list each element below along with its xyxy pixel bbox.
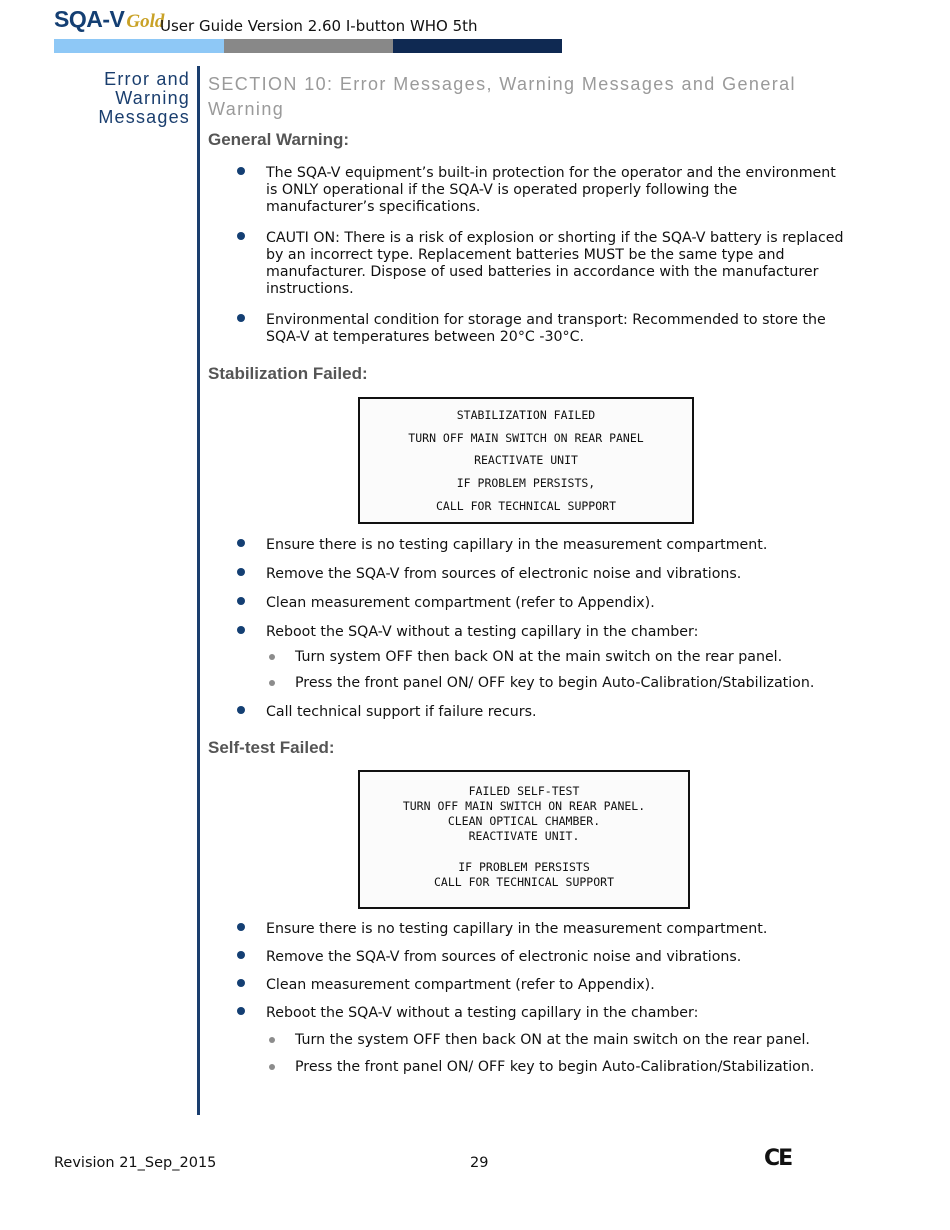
bullet-dot-icon [237,706,245,714]
screen-line: STABILIZATION FAILED [456,408,596,422]
list-item [236,312,846,346]
list-item [236,537,846,554]
screen-line: IF PROBLEM PERSISTS, [456,476,596,491]
sub-bullet-dot-icon [269,1037,275,1043]
list-item [236,595,846,612]
list-item-text: Call technical support if failure recurs. [266,704,537,720]
logo-main-text: SQA-V [54,6,125,32]
list-item [236,1005,846,1022]
stabilization-final-step [236,704,846,721]
list-item-text: Environmental condition for storage and transport: Recommended to store the SQA-V at temperatures between 20°C -30°C. [266,312,826,345]
self-test-reboot-substeps [236,1032,846,1076]
list-item [236,230,846,298]
list-item [236,704,846,721]
ce-mark-icon: CE [764,1146,792,1171]
general-warning-heading: General Warning: [208,130,350,149]
screen-line: CALL FOR TECHNICAL SUPPORT [435,498,616,513]
screen-line: REACTIVATE UNIT. [468,829,580,843]
list-item-text: Reboot the SQA-V without a testing capillary in the chamber: [266,624,699,640]
screen-line: REACTIVATE UNIT [474,453,578,468]
header-bar-segment-navy [393,39,562,53]
list-item-text: Reboot the SQA-V without a testing capillary in the chamber: [266,1005,699,1021]
sub-list-item-text: Press the front panel ON/ OFF key to begin Auto-Calibration/Stabilization. [295,675,815,691]
stabilization-steps-list [236,537,846,650]
sub-bullet-dot-icon [269,654,275,660]
bullet-dot-icon [237,568,245,576]
list-item-text: Remove the SQA-V from sources of electronic noise and vibrations. [266,566,742,582]
list-item-text: The SQA-V equipment’s built-in protection for the operator and the environment is ONLY operational if the SQA-V is operated properly following the manufacturer’s specifications. [266,165,836,215]
stabilization-failed-heading: Stabilization Failed: [208,364,368,383]
list-item-text: Ensure there is no testing capillary in the measurement compartment. [266,921,768,937]
bullet-dot-icon [237,539,245,547]
header-bar-segment-light-blue [54,39,224,53]
stabilization-reboot-substeps [236,649,846,692]
sidebar-section-label [60,70,190,127]
list-item [236,624,846,641]
sub-list-item-text: Turn the system OFF then back ON at the main switch on the rear panel. [295,1032,810,1048]
screen-line: CALL FOR TECHNICAL SUPPORT [433,875,614,889]
self-test-steps-list [236,921,846,1022]
sidebar-label-line: Error and [104,69,190,89]
sub-bullet-dot-icon [269,680,275,686]
bullet-dot-icon [237,951,245,959]
bullet-dot-icon [237,232,245,240]
vertical-divider [197,66,200,1115]
list-item [236,566,846,583]
self-test-error-screen [358,770,690,909]
sub-list-item [236,675,846,692]
list-item [236,165,846,216]
bullet-dot-icon [237,597,245,605]
sub-bullet-dot-icon [269,1064,275,1070]
footer-page-number: 29 [470,1155,489,1171]
logo-gold-text: Gold [126,11,165,32]
footer-revision: Revision 21_Sep_2015 [54,1155,217,1171]
list-item [236,921,846,938]
bullet-dot-icon [237,923,245,931]
list-item-text: Clean measurement compartment (refer to Appendix). [266,977,655,993]
bullet-dot-icon [237,1007,245,1015]
header-color-bar [54,39,562,53]
sub-list-item-text: Press the front panel ON/ OFF key to begin Auto-Calibration/Stabilization. [295,1059,815,1075]
sqa-v-gold-logo [54,6,164,33]
sub-list-item [236,1032,846,1049]
header-title: User Guide Version 2.60 I-button WHO 5th [160,17,478,35]
stabilization-error-screen [358,397,694,524]
bullet-dot-icon [237,314,245,322]
bullet-dot-icon [237,979,245,987]
sidebar-label-line: Messages [98,107,190,127]
bullet-dot-icon [237,626,245,634]
list-item-text: CAUTI ON: There is a risk of explosion or shorting if the SQA-V battery is replaced by an incorrect type. Replacement batteries MUST be the same type and manufacturer. Dispose of used batteries in accordance with the manufacturer instructions. [266,230,844,297]
sub-list-item-text: Turn system OFF then back ON at the main switch on the rear panel. [295,649,783,665]
header-bar-segment-gray [224,39,393,53]
self-test-failed-heading: Self-test Failed: [208,738,335,757]
bullet-dot-icon [237,167,245,175]
list-item-text: Clean measurement compartment (refer to Appendix). [266,595,655,611]
sub-list-item [236,1059,846,1076]
screen-line: TURN OFF MAIN SWITCH ON REAR PANEL. [402,799,646,813]
list-item [236,949,846,966]
screen-line: FAILED SELF-TEST [468,784,580,798]
list-item-text: Remove the SQA-V from sources of electronic noise and vibrations. [266,949,742,965]
sub-list-item [236,649,846,666]
list-item-text: Ensure there is no testing capillary in the measurement compartment. [266,537,768,553]
general-warning-list [236,165,846,346]
screen-line: CLEAN OPTICAL CHAMBER. [447,814,601,828]
section-title: SECTION 10: Error Messages, Warning Messages and General Warning [208,74,796,119]
sidebar-label-line: Warning [115,88,190,108]
list-item [236,977,846,994]
screen-line: TURN OFF MAIN SWITCH ON REAR PANEL [408,430,644,445]
screen-line: IF PROBLEM PERSISTS [458,860,590,874]
